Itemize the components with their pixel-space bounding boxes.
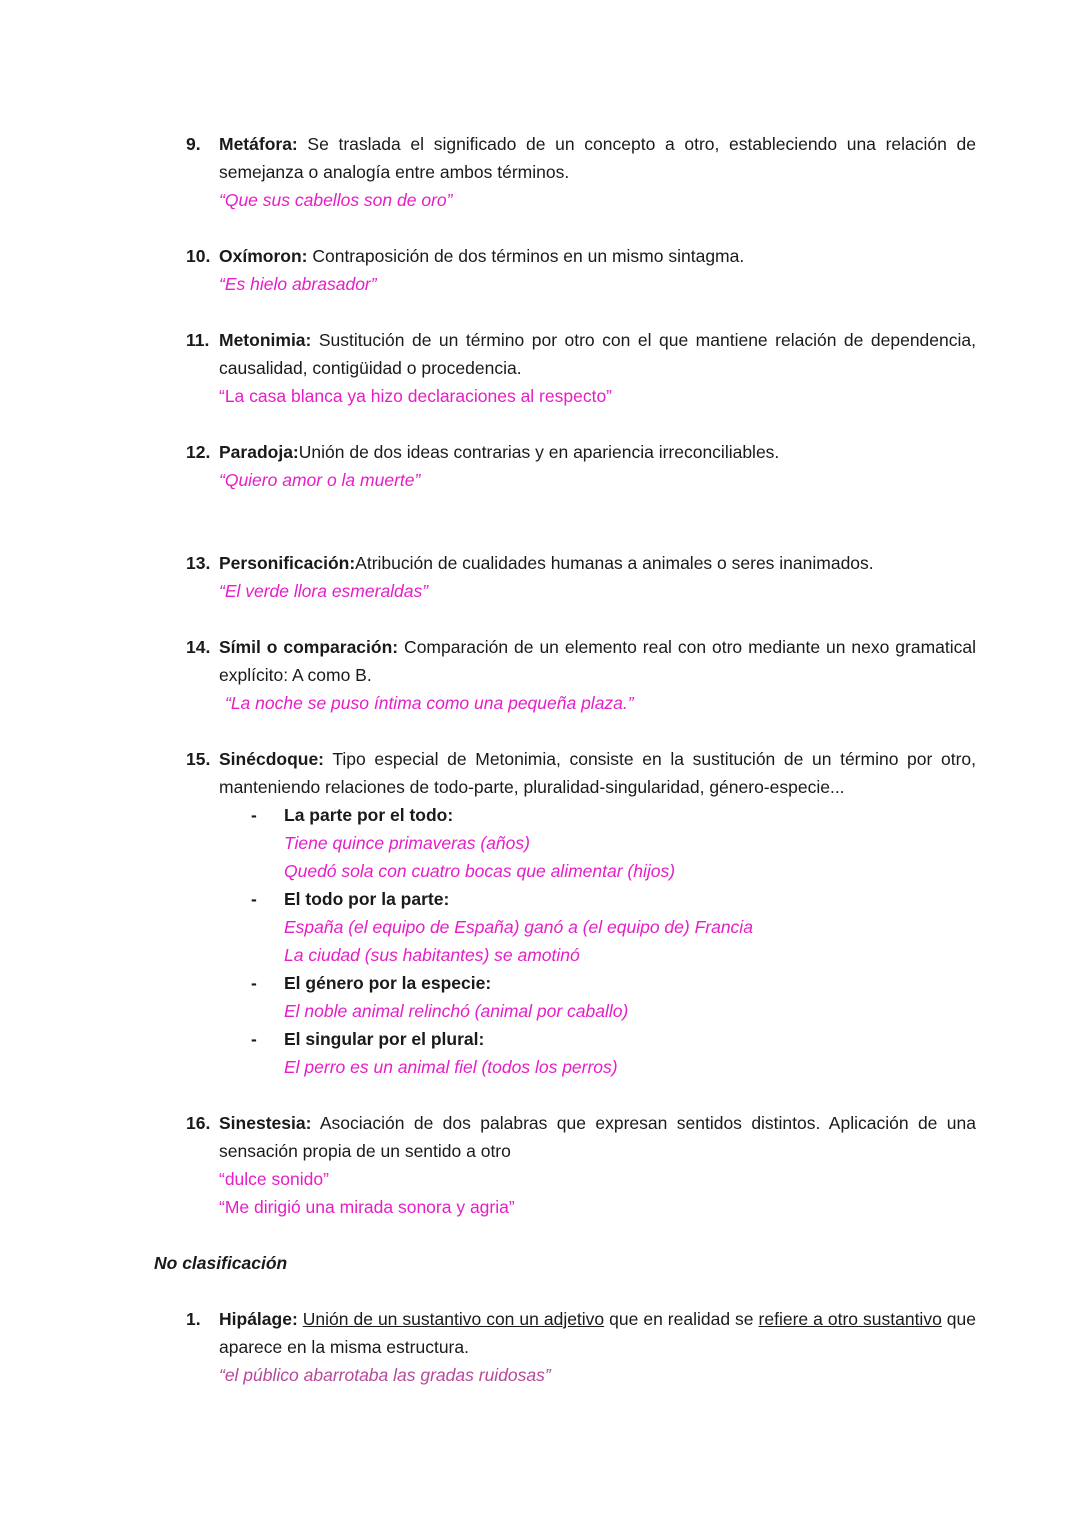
- item-example: “el público abarrotaba las gradas ruidosas”: [219, 1365, 551, 1385]
- figure-item-sinecdoque: [186, 745, 976, 1081]
- item-example: “Es hielo abrasador”: [219, 274, 377, 294]
- figure-item-metonimia: [186, 326, 976, 410]
- dash-bullet: -: [251, 973, 257, 993]
- item-definition: Atribución de cualidades humanas a animales o seres inanimados.: [355, 553, 874, 573]
- item-term: Sinestesia:: [219, 1113, 312, 1133]
- item-term: Sinécdoque:: [219, 749, 325, 769]
- item-definition: Asociación de dos palabras que expresan sentidos distintos. Aplicación de una sensación propia de un sentido a otro: [219, 1113, 976, 1161]
- figure-item-simil: [186, 633, 976, 717]
- sub-item-example: España (el equipo de España) ganó a (el equipo de) Francia: [284, 917, 753, 937]
- definition-text: que aparece en la misma estructura.: [219, 1309, 977, 1357]
- sub-item-label: El todo por la parte:: [284, 889, 450, 909]
- item-number: 1.: [186, 1309, 201, 1329]
- item-definition: Contraposición de dos términos en un mismo sintagma.: [307, 246, 745, 266]
- section-heading: No clasificación: [154, 1253, 288, 1273]
- dash-bullet: -: [251, 805, 257, 825]
- item-number: 9.: [186, 134, 201, 154]
- item-term: Metonimia:: [219, 330, 312, 350]
- figure-item-sinestesia: [186, 1109, 976, 1221]
- item-number: 14.: [186, 637, 211, 657]
- figure-item-paradoja: [186, 438, 976, 494]
- item-example: “La noche se puso íntima como una pequeña plaza.”: [225, 693, 634, 713]
- sub-item-label: El singular por el plural:: [284, 1029, 485, 1049]
- item-number: 11.: [186, 330, 210, 350]
- sub-item-label: La parte por el todo:: [284, 805, 454, 825]
- sub-item-example: Quedó sola con cuatro bocas que alimentar (hijos): [284, 861, 676, 881]
- definition-text: que en realidad se: [604, 1309, 759, 1329]
- dash-bullet: -: [251, 889, 257, 909]
- item-term: Hipálage:: [219, 1309, 298, 1329]
- sub-item-label: El género por la especie:: [284, 973, 492, 993]
- sub-item: [219, 969, 976, 1025]
- item-example: “La casa blanca ya hizo declaraciones al respecto”: [219, 386, 612, 406]
- item-example: “Que sus cabellos son de oro”: [219, 190, 453, 210]
- item-definition: Comparación de un elemento real con otro mediante un nexo gramatical explícito: A como B.: [219, 637, 976, 685]
- item-definition: Unión de dos ideas contrarias y en apariencia irreconciliables.: [298, 442, 780, 462]
- item-definition: Sustitución de un término por otro con el que mantiene relación de dependencia, causalidad, contigüidad o procedencia.: [219, 330, 976, 378]
- item-definition: Tipo especial de Metonimia, consiste en la sustitución de un término por otro, manteniendo relaciones de todo-parte, pluralidad-singularidad, género-especie...: [219, 749, 976, 797]
- sub-item-example: La ciudad (sus habitantes) se amotinó: [284, 945, 580, 965]
- item-term: Oxímoron:: [219, 246, 308, 266]
- figure-item-oximoron: [186, 242, 976, 298]
- sub-item-example: El noble animal relinchó (animal por caballo): [284, 1001, 629, 1021]
- figure-item-hipalage: [186, 1305, 976, 1389]
- item-term: Personificación:: [219, 553, 356, 573]
- sub-item-example: El perro es un animal fiel (todos los perros): [284, 1057, 618, 1077]
- item-term: Paradoja:: [219, 442, 299, 462]
- sub-item-example: Tiene quince primaveras (años): [284, 833, 530, 853]
- sub-item: [219, 885, 976, 969]
- item-number: 15.: [186, 749, 211, 769]
- sub-item: [219, 801, 976, 885]
- item-example: “El verde llora esmeraldas”: [219, 581, 429, 601]
- underlined-text: refiere a otro sustantivo: [758, 1309, 942, 1329]
- dash-bullet: -: [251, 1029, 257, 1049]
- figure-item-personificacion: [186, 549, 976, 605]
- item-term: Símil o comparación:: [219, 637, 399, 657]
- item-example: “dulce sonido”: [219, 1169, 329, 1189]
- item-example: “Me dirigió una mirada sonora y agria”: [219, 1197, 515, 1217]
- item-number: 13.: [186, 553, 211, 573]
- item-number: 10.: [186, 246, 211, 266]
- sub-item: [219, 1025, 976, 1081]
- underlined-text: Unión de un sustantivo con un adjetivo: [302, 1309, 605, 1329]
- item-number: 12.: [186, 442, 211, 462]
- item-example: “Quiero amor o la muerte”: [219, 470, 421, 490]
- item-number: 16.: [186, 1113, 211, 1133]
- item-definition: Se traslada el significado de un concepto a otro, estableciendo una relación de semejanza o analogía entre ambos términos.: [219, 134, 976, 182]
- item-term: Metáfora:: [219, 134, 298, 154]
- figure-item-metafora: [186, 130, 976, 214]
